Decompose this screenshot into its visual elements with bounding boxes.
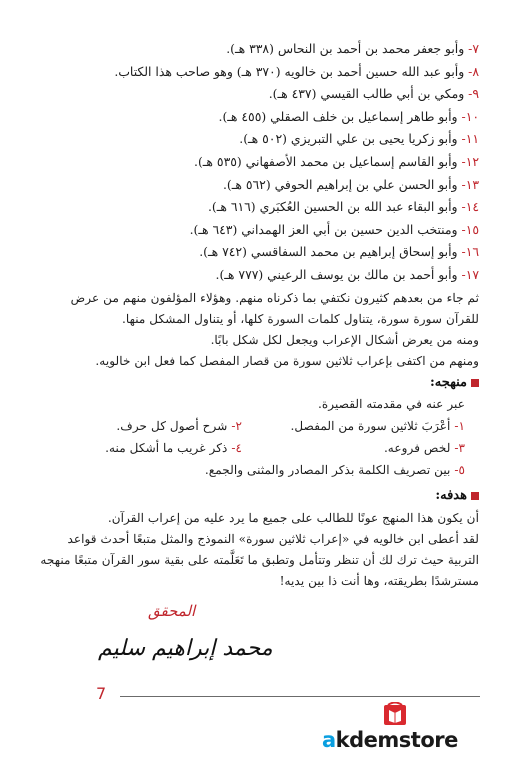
method-item: ٤- ذكر غريب ما أشكل منه. bbox=[105, 441, 242, 455]
method-item: ٣- لخص فروعه. bbox=[383, 441, 465, 455]
list-item: ١٠- وأبو طاهر إسماعيل بن خلف الصقلي (٤٥٥ هـ). bbox=[218, 108, 479, 124]
method-intro: عبر عنه في مقدمته القصيرة. bbox=[318, 397, 465, 411]
page-number: 7 bbox=[96, 684, 107, 703]
list-item: ١٣- وأبو الحسن علي بن إبراهيم الحوفي (٥٦٢ هـ). bbox=[222, 176, 479, 192]
list-item: ٧- وأبو جعفر محمد بن أحمد بن النحاس (٣٣٨ هـ). bbox=[226, 41, 479, 56]
red-square-bullet-icon bbox=[471, 379, 479, 387]
list-item: ١٢- وأبو القاسم إسماعيل بن محمد الأصفهاني (٥٣٥ هـ). bbox=[194, 153, 479, 169]
method-heading: منهجه: bbox=[430, 375, 479, 390]
intro-text-1: ثم جاء من بعدهم كثيرون نكتفي بما ذكرناه منهم. وهؤلاء المؤلفون منهم من عرض للقرآن سورة سورة، يتناول كلمات السورة كلها، أو يتناول المشكل منها. bbox=[70, 291, 479, 326]
method-item: ١- أعْرَبَ ثلاثين سورة من المفصل. bbox=[290, 419, 465, 433]
method-item: ٥- بين تصريف الكلمة بذكر المصادر والمثنى والجمع. bbox=[204, 463, 465, 477]
list-item: ٩- ومكي بن أبي طالب القيسي (٤٣٧ هـ). bbox=[268, 86, 479, 102]
store-logo-icon bbox=[383, 702, 407, 726]
goal-text-2: لقد أعطى ابن خالويه في «إعراب ثلاثين سورة» النموذج والمثل متبعًا أحدث قواعد التربية حيث ترك لك أن تنظر وتتأمل وتطبق ما تَعَلَّمته على بقية سور القرآن متبعًا منهجه مسترشدًا بطريقته، وها أنت ذا بين يديه! bbox=[40, 532, 479, 588]
footer-divider bbox=[120, 696, 480, 697]
handwritten-signature: محمد إبراهيم سليم bbox=[98, 636, 273, 661]
goal-heading: هدفه: bbox=[435, 488, 479, 503]
list-item: ١٧- وأبو أحمد بن مالك بن يوسف الرعيني (٧٧٧ هـ). bbox=[215, 266, 479, 282]
method-item: ٢- شرح أصول كل حرف. bbox=[116, 419, 242, 433]
scholars-list bbox=[39, 38, 479, 287]
intro-paragraph bbox=[39, 288, 479, 372]
intro-text-3: ومنهم من اكتفى بإعراب ثلاثين سورة من قصار المفصل كما فعل ابن خالويه. bbox=[95, 354, 479, 368]
signature-title: المحقق bbox=[148, 602, 196, 620]
list-item: ١٤- وأبو البقاء عبد الله بن الحسين العُكبَري (٦١٦ هـ). bbox=[207, 199, 479, 215]
red-square-bullet-icon bbox=[471, 492, 479, 500]
list-item: ٨- وأبو عبد الله حسين أحمد بن خالويه (٣٧٠ هـ) وهو صاحب هذا الكتاب. bbox=[114, 63, 479, 79]
intro-text-2: ومنه من يعرض أشكال الإعراب ويجعل لكل شكل بابًا. bbox=[210, 333, 479, 347]
list-item: ١٦- وأبو إسحاق إبراهيم بن محمد السفاقسي (٧٤٢ هـ). bbox=[199, 244, 479, 260]
goal-text-1: أن يكون هذا المنهج عونًا للطالب على جميع ما يرد عليه من إعراب القرآن. bbox=[107, 511, 479, 525]
list-item: ١١- وأبو زكريا يحيى بن علي التبريزي (٥٠٢ هـ). bbox=[239, 131, 479, 147]
goal-paragraph bbox=[39, 508, 479, 592]
brand-wordmark: akdemstore bbox=[322, 728, 458, 752]
list-item: ١٥- ومنتخب الدين حسين بن أبي العز الهمداني (٦٤٣ هـ). bbox=[189, 221, 479, 237]
